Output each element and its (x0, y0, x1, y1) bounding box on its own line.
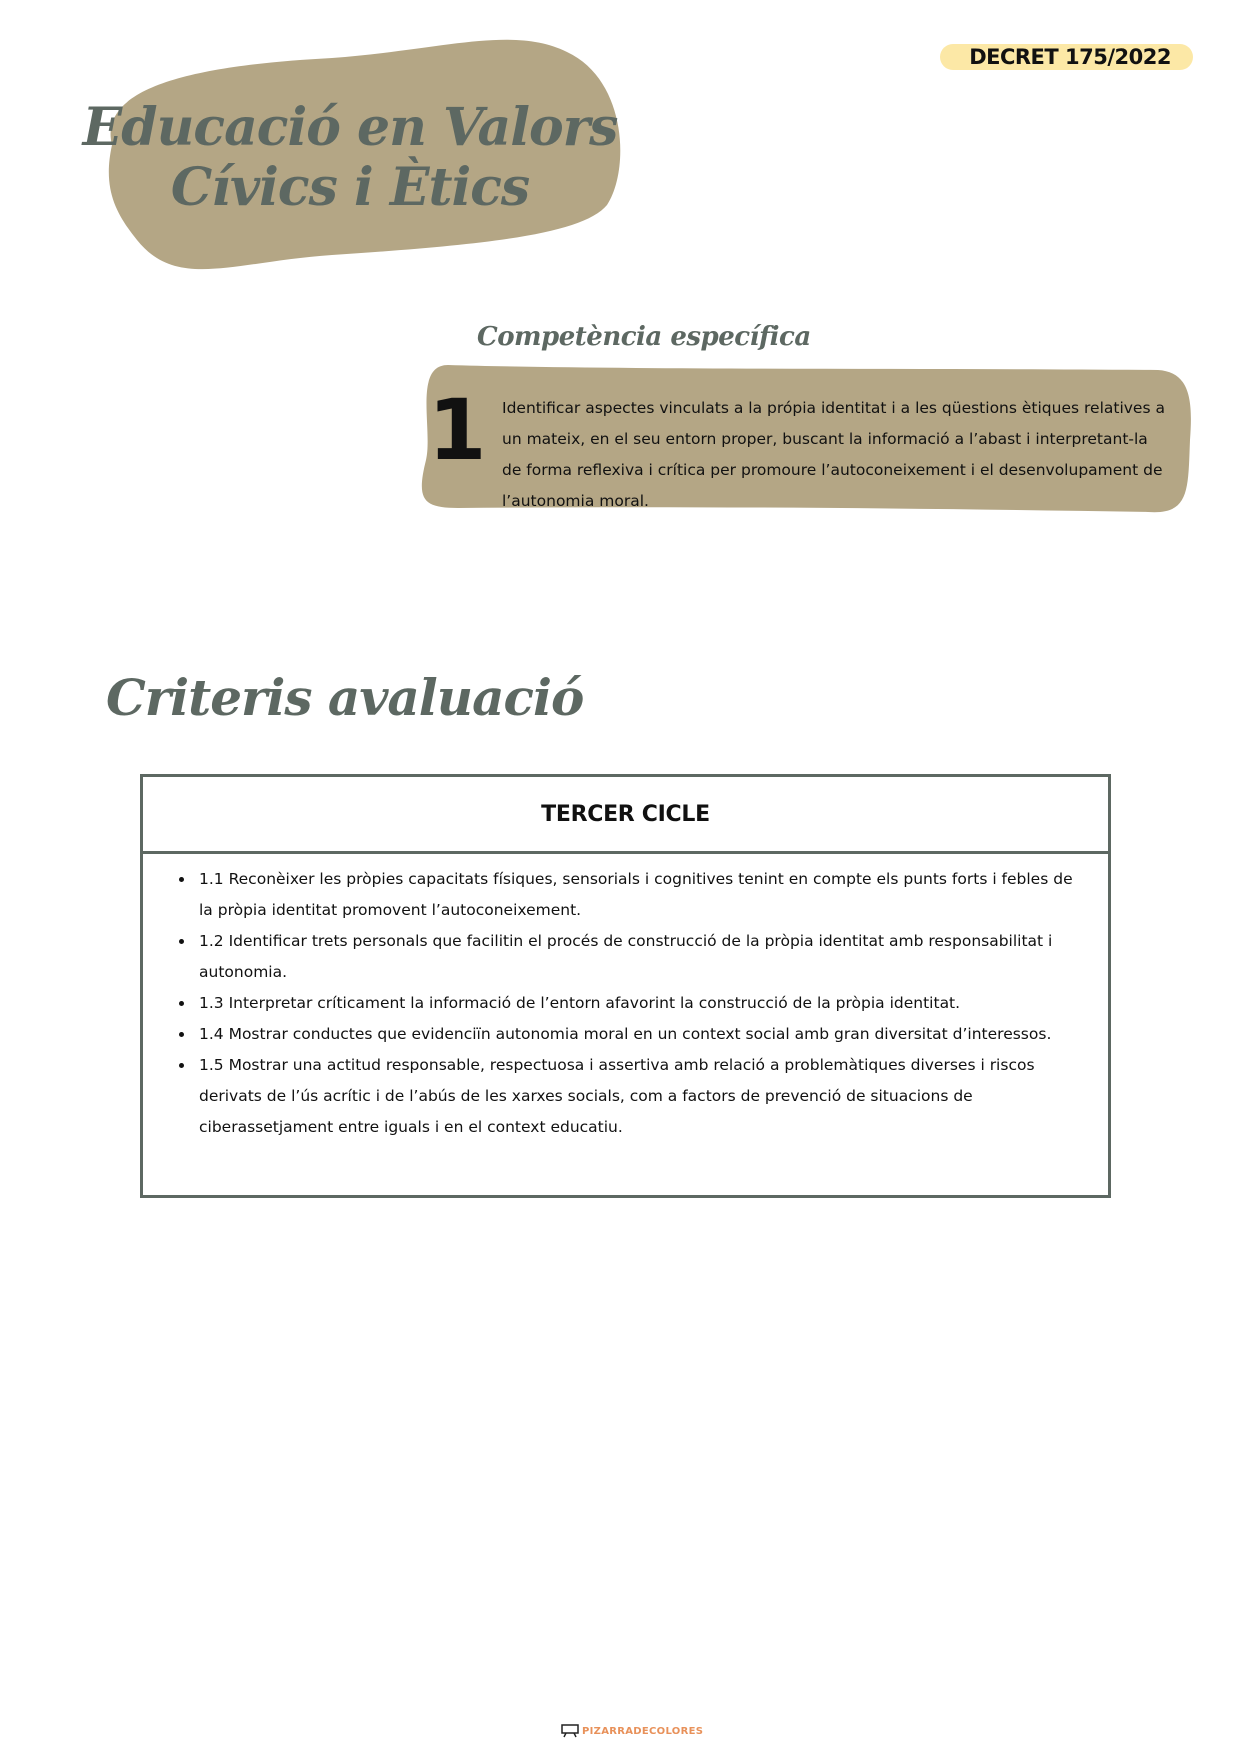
page-title (80, 98, 620, 218)
table-header-label: TERCER CICLE (541, 801, 710, 827)
page-title-line-2: Cívics i Ètics (170, 157, 530, 218)
table-header (143, 777, 1108, 854)
footer-logo (561, 1723, 703, 1739)
decret-label: DECRET 175/2022 (969, 45, 1171, 69)
criteria-list (143, 854, 1108, 1143)
criteria-item: • 1.4 Mostrar conductes que evidenciïn autonomia moral en un context social amb gran diversitat d’interessos. (195, 1019, 1078, 1050)
criteria-heading: Criteris avaluació (106, 668, 584, 727)
competence-number: 1 (428, 381, 487, 479)
competence-text: Identificar aspectes vinculats a la própia identitat i a les qüestions ètiques relatives a un mateix, en el seu entorn proper, buscant la informació a l’abast i interpretant-la de forma reflexiva i crítica per promoure l’autoconeixement i el desenvolupament de l’autonomia moral. (502, 399, 1165, 510)
decret-badge (940, 44, 1193, 70)
footer-logo-text: PIZARRADECOLORES (582, 1725, 704, 1737)
competence-heading: Competència específica (477, 322, 811, 352)
criteria-item: • 1.3 Interpretar críticament la informació de l’entorn afavorint la construcció de la pròpia identitat. (195, 988, 1078, 1019)
criteria-table (140, 774, 1111, 1198)
criteria-item: • 1.2 Identificar trets personals que facilitin el procés de construcció de la pròpia identitat amb responsabilitat i autonomia. (195, 926, 1078, 988)
easel-icon (561, 1724, 579, 1738)
page-title-line-1: Educació en Valors (82, 97, 618, 158)
criteria-item: • 1.1 Reconèixer les pròpies capacitats físiques, sensorials i cognitives tenint en compte els punts forts i febles de la pròpia identitat promovent l’autoconeixement. (195, 864, 1078, 926)
criteria-item: • 1.5 Mostrar una actitud responsable, respectuosa i assertiva amb relació a problemàtiques diverses i riscos derivats de l’ús acrític i de l’abús de les xarxes socials, com a factors de prevenció de situacions de ciberassetjament entre iguals i en el context educatiu. (195, 1050, 1078, 1143)
